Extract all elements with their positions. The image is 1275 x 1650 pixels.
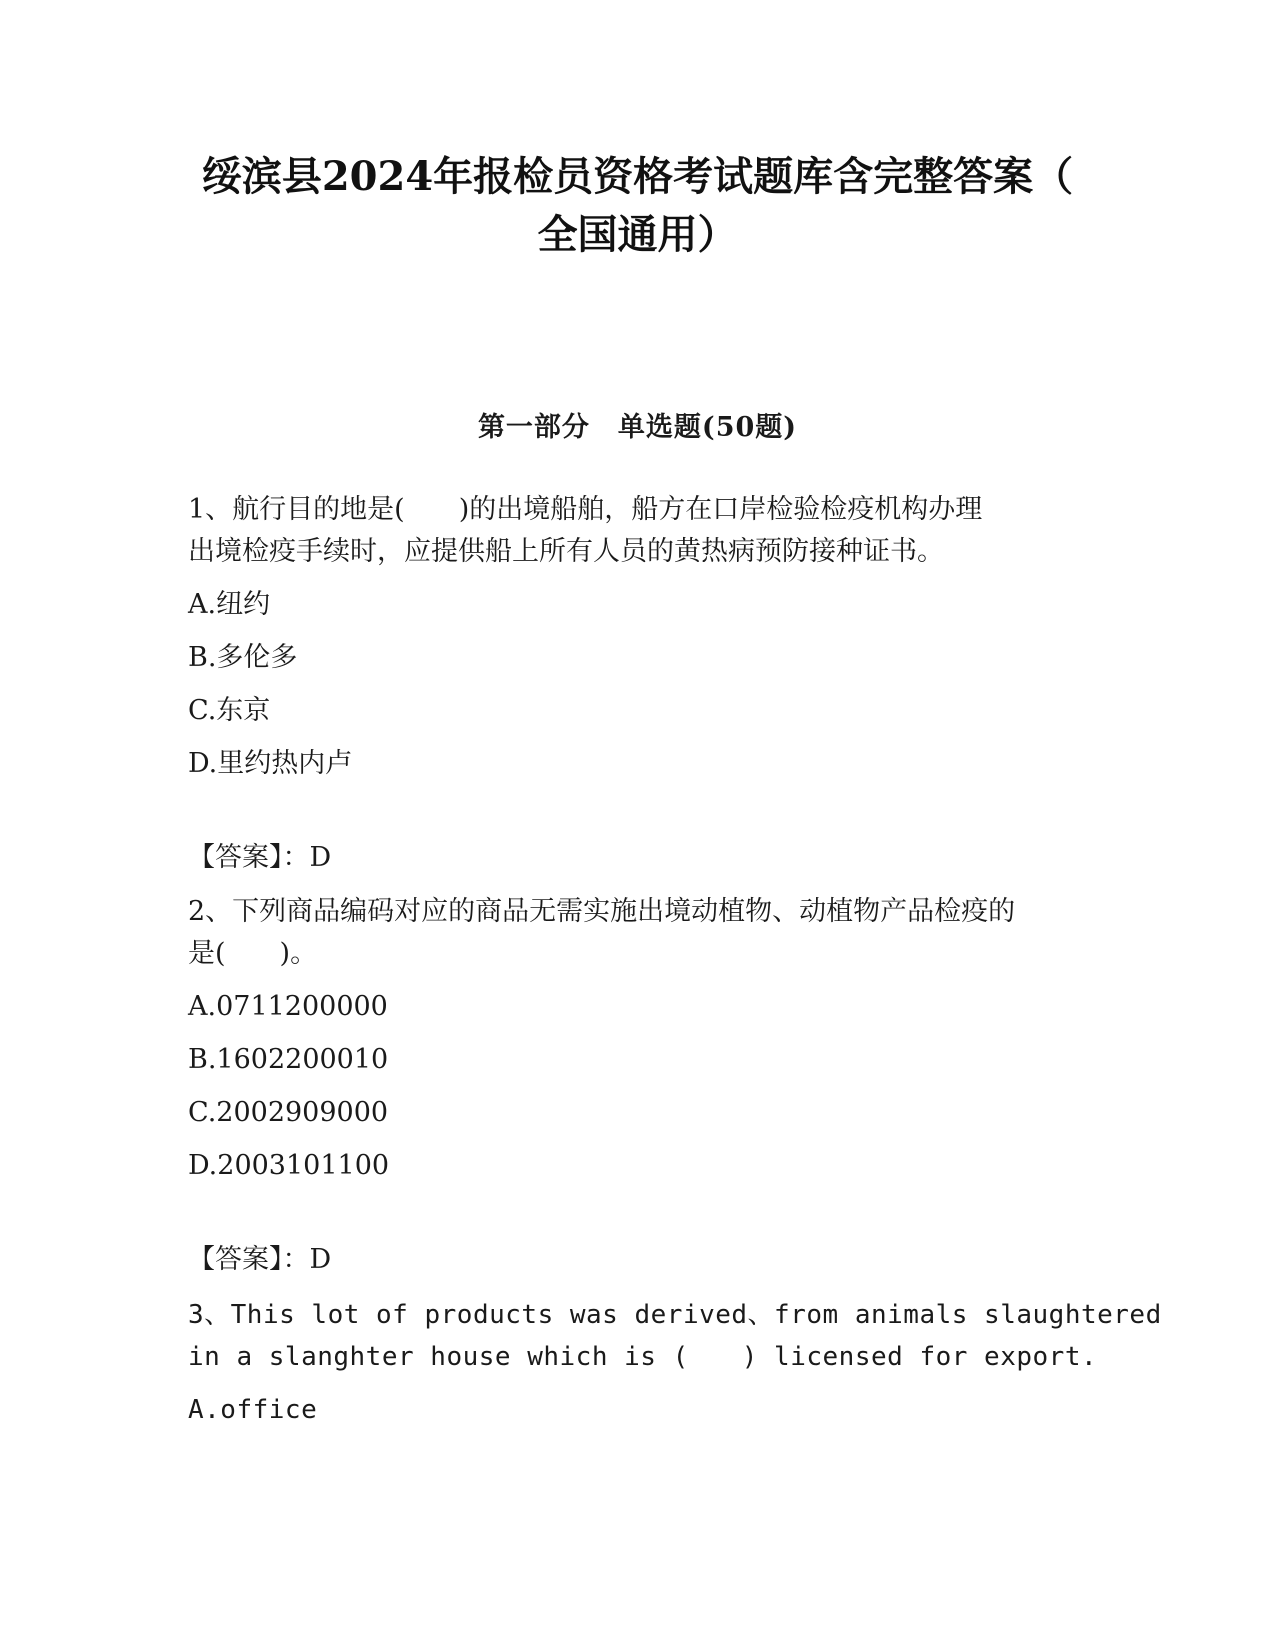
document-title-line1: 绥滨县2024年报检员资格考试题库含完整答案（ xyxy=(201,153,1074,200)
question-1-stem-line1: 1、航行目的地是( )的出境船舶，船方在口岸检验检疫机构办理 xyxy=(188,494,983,525)
question-1-answer: 【答案】：D xyxy=(188,842,332,873)
question-1-stem-line2: 出境检疫手续时，应提供船上所有人员的黄热病预防接种证书。 xyxy=(188,536,944,567)
question-2-stem-line2: 是( )。 xyxy=(188,938,318,969)
question-1-option-b: B.多伦多 xyxy=(188,642,298,673)
question-3-stem-line1: 3、This lot of products was derived、from animals slaughtered xyxy=(188,1300,1162,1330)
question-1-option-d: D.里约热内卢 xyxy=(188,748,353,779)
question-3-option-a: A.office xyxy=(188,1395,318,1425)
question-1-option-a: A.纽约 xyxy=(188,589,271,620)
question-2-stem-line1: 2、下列商品编码对应的商品无需实施出境动植物、动植物产品检疫的 xyxy=(188,896,1016,927)
question-2-option-a: A.0711200000 xyxy=(188,991,388,1022)
question-2-option-d: D.2003101100 xyxy=(188,1150,390,1181)
section-heading: 第一部分 单选题(50题) xyxy=(477,412,798,443)
question-2-option-b: B.1602200010 xyxy=(188,1044,389,1075)
question-2-answer: 【答案】：D xyxy=(188,1244,332,1275)
question-3-stem-line2: in a slanghter house which is ( ) licensed for export. xyxy=(188,1342,1098,1372)
document-title-line2: 全国通用） xyxy=(537,211,738,258)
question-2-option-c: C.2002909000 xyxy=(188,1097,389,1128)
question-1-option-c: C.东京 xyxy=(188,695,271,726)
